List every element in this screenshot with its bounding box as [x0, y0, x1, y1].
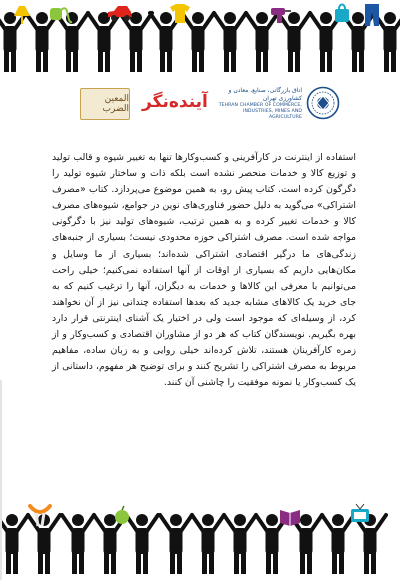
bottom-tv-icon — [351, 504, 369, 522]
top-car-icon — [108, 6, 132, 21]
tehran-chamber-logo-text — [218, 87, 302, 121]
moeen-logo — [80, 88, 130, 120]
top-figure-4 — [88, 12, 120, 72]
bottom-apple-icon — [115, 506, 129, 524]
bottom-figure-3 — [62, 514, 94, 574]
top-figures-frieze — [0, 0, 400, 72]
bottom-book-icon — [280, 510, 300, 526]
top-figures-illustration — [0, 0, 400, 72]
top-figure-2 — [26, 12, 58, 72]
moeen-logo-text: المعين الضرب — [102, 94, 129, 114]
page-edge-mark — [0, 380, 3, 580]
bottom-figure-1 — [0, 514, 28, 574]
ayandeh-negar-logo: آینده‌نگر — [142, 92, 208, 112]
back-cover-description: استفاده از اینترنت در کارآفرینی و کسب‌وکارها تنها به تغییر شیوه و قالب تولید و توزیع کالا و خدمات منحصر نشده است بلکه ذات و ساختار شیوه تولید را دگرگون کرده است. کتاب پیش رو، به همین موضوع می‌پردازد. کتاب «مصرف اشتراکی» می‌گوید به دلیل حضور فناوری‌های نوین در جوامع، شیوه‌های مصرف کالا و خدمات تغییر کرده و به همین ترتیب، شیوه‌های تولید نیز با دگرگونی مواجه شده است. مصرف اشتراکی حوزه محدودی نیست؛ بسیاری از جنبه‌های زندگی‌های ما درگیر اقتصادی اشتراکی شده‌اند؛ بسیاری از ما وسایل و مکان‌هایی داریم که بسیاری از اوقات از آنها استفاده نمی‌کنیم؛ خیلی راحت می‌توانیم با معرفی این کالاها و خدمات به دیگران، آنها را ترغیب کنیم که به جای خرید یک کالاهای مشابه جدید که بعدها استفاده چندانی نیز از آن نخواهند کرد، از وسیله‌ای که موجود است ولی در اختیار یک آشنای اینترنتی قرار دارد بهره بگیریم. نویسندگان کتاب که هر دو از مشاوران اقتصادی و کسب‌وکار و از زمره کارآفرینان هستند، تلاش کرده‌اند خیلی روایی و به زبان ساده، مفاهیم مربوط به مصرف اشتراکی را تشریح کنند و برای توضیح هر مفهوم، داستانی از یک کسب‌وکار یا نمونه موفقیت را چاشنی آن کنند. — [52, 152, 356, 389]
bottom-figures-frieze — [0, 502, 400, 574]
top-figure-5 — [120, 12, 152, 72]
top-lamp-icon — [14, 6, 30, 24]
tehran-chamber-emblem-icon — [306, 86, 340, 120]
top-figure-10 — [278, 12, 310, 72]
top-figure-7 — [182, 12, 214, 72]
chamber-name-fa: اتاق بازرگانی، صنایع، معادن و کشاورزی تهران — [228, 87, 302, 102]
bottom-figure-8 — [224, 514, 256, 574]
top-figure-8 — [214, 12, 246, 72]
top-figure-9 — [246, 12, 278, 72]
bottom-figure-2 — [28, 514, 60, 574]
publisher-logos — [68, 86, 336, 120]
bottom-figure-7 — [192, 514, 224, 574]
bottom-figure-5 — [126, 514, 158, 574]
bottom-figure-6 — [160, 514, 192, 574]
bottom-figure-12 — [354, 514, 386, 574]
chamber-name-en: TEHRAN CHAMBER OF COMMERCE, INDUSTRIES, MINES AND AGRICULTURE — [218, 103, 302, 120]
bottom-figures-illustration — [0, 502, 400, 574]
top-figure-3 — [56, 12, 88, 72]
top-bag-icon — [335, 5, 349, 23]
bottom-figure-11 — [322, 514, 354, 574]
